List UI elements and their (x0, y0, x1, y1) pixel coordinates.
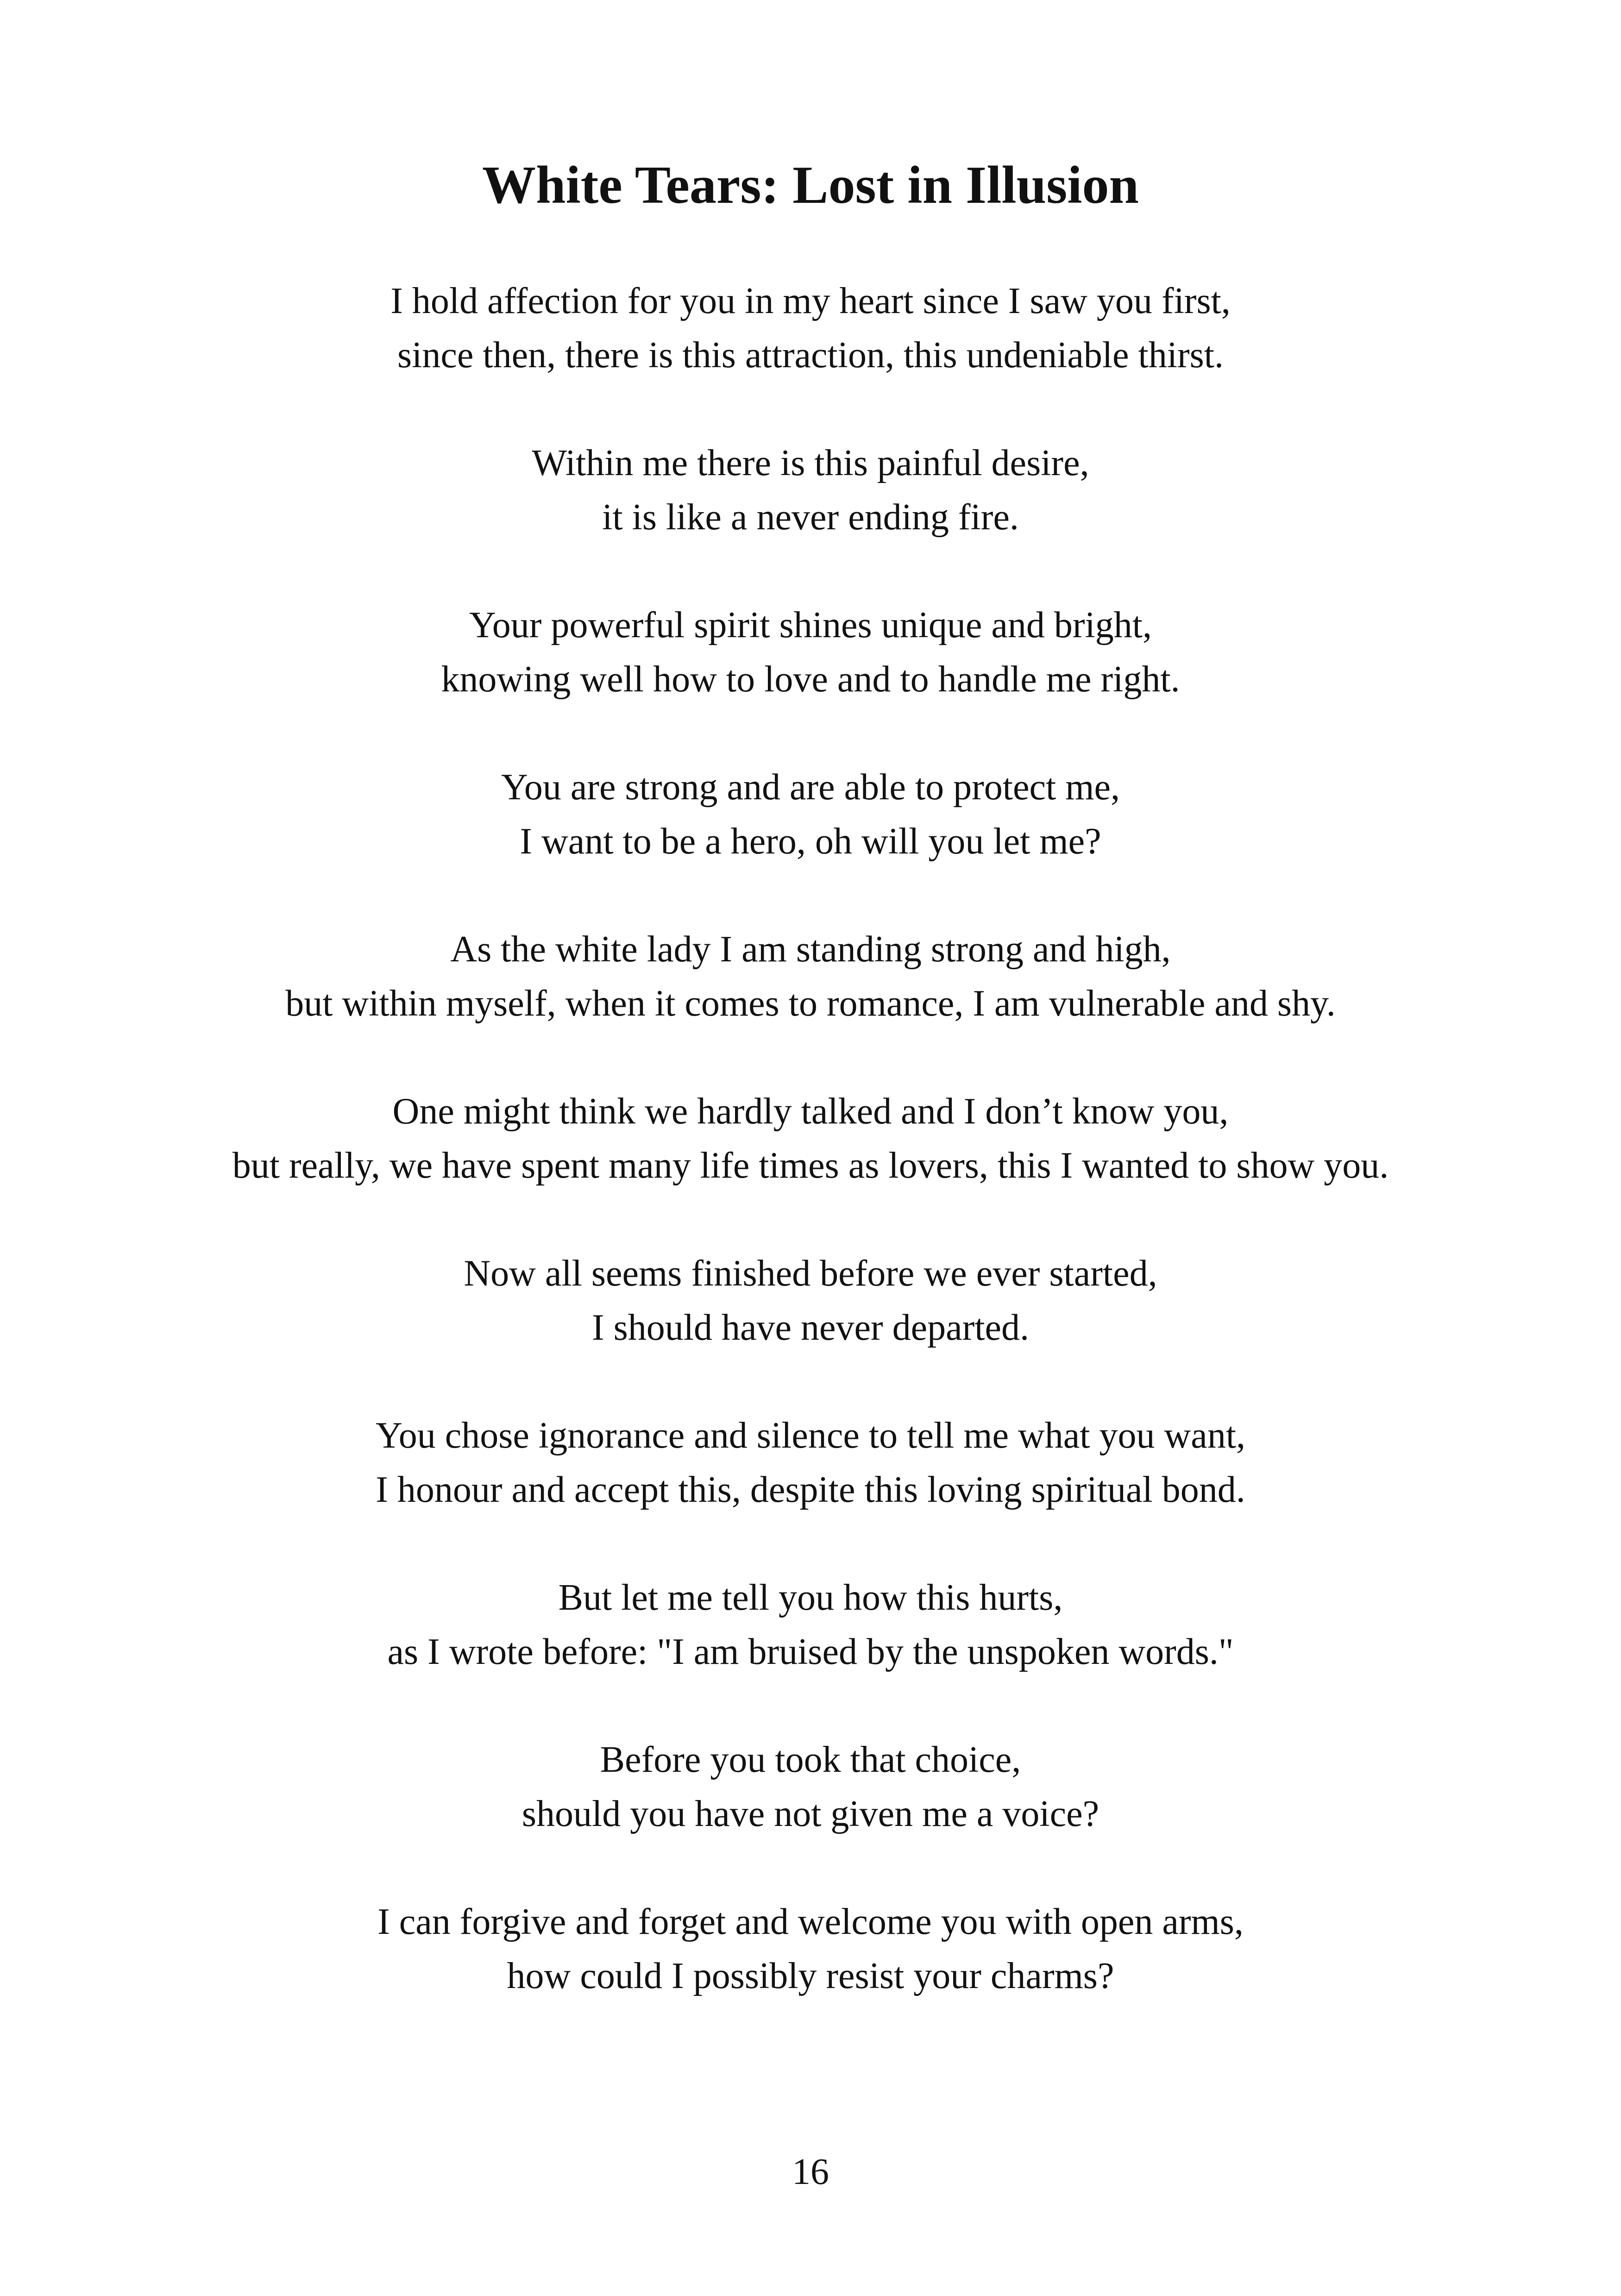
stanza-4 (0, 760, 1621, 869)
stanza-line: I can forgive and forget and welcome you with open arms, (377, 1901, 1244, 1942)
stanza-line: but really, we have spent many life times as lovers, this I wanted to show you. (232, 1145, 1389, 1186)
stanza-10 (0, 1733, 1621, 1841)
stanza-line: You are strong and are able to protect me, (501, 767, 1120, 808)
stanza-11 (0, 1895, 1621, 2003)
stanza-line: Your powerful spirit shines unique and bright, (469, 605, 1152, 646)
stanza-line: You chose ignorance and silence to tell me what you want, (375, 1415, 1246, 1456)
poem-title: White Tears: Lost in Illusion (482, 156, 1139, 215)
page-number: 16 (792, 2152, 829, 2192)
stanza-9 (0, 1571, 1621, 1679)
stanza-5 (0, 922, 1621, 1031)
stanza-line: knowing well how to love and to handle me right. (441, 659, 1180, 700)
stanza-3 (0, 598, 1621, 707)
stanza-7 (0, 1247, 1621, 1355)
stanza-2 (0, 436, 1621, 545)
stanza-line: I honour and accept this, despite this loving spiritual bond. (376, 1469, 1245, 1510)
stanza-line: Before you took that choice, (600, 1739, 1021, 1780)
stanza-8 (0, 1409, 1621, 1517)
stanza-6 (0, 1085, 1621, 1193)
stanza-line: Now all seems finished before we ever started, (464, 1253, 1157, 1294)
stanza-line: I hold affection for you in my heart since I saw you first, (390, 281, 1231, 321)
stanza-line: it is like a never ending fire. (602, 497, 1019, 538)
stanza-line: should you have not given me a voice? (521, 1794, 1100, 1834)
stanza-line: as I wrote before: "I am bruised by the unspoken words." (387, 1631, 1234, 1672)
stanza-1 (0, 274, 1621, 383)
stanza-line: how could I possibly resist your charms? (507, 1956, 1114, 1996)
stanza-line: One might think we hardly talked and I don’t know you, (392, 1091, 1229, 1132)
stanza-line: I want to be a hero, oh will you let me? (520, 821, 1101, 862)
stanza-line: Within me there is this painful desire, (532, 443, 1089, 483)
stanza-line: but within myself, when it comes to romance, I am vulnerable and shy. (285, 983, 1336, 1024)
stanza-line: As the white lady I am standing strong and high, (450, 929, 1171, 970)
stanza-line: But let me tell you how this hurts, (558, 1577, 1063, 1618)
stanza-line: I should have never departed. (591, 1307, 1030, 1348)
stanza-line: since then, there is this attraction, this undeniable thirst. (397, 335, 1224, 376)
